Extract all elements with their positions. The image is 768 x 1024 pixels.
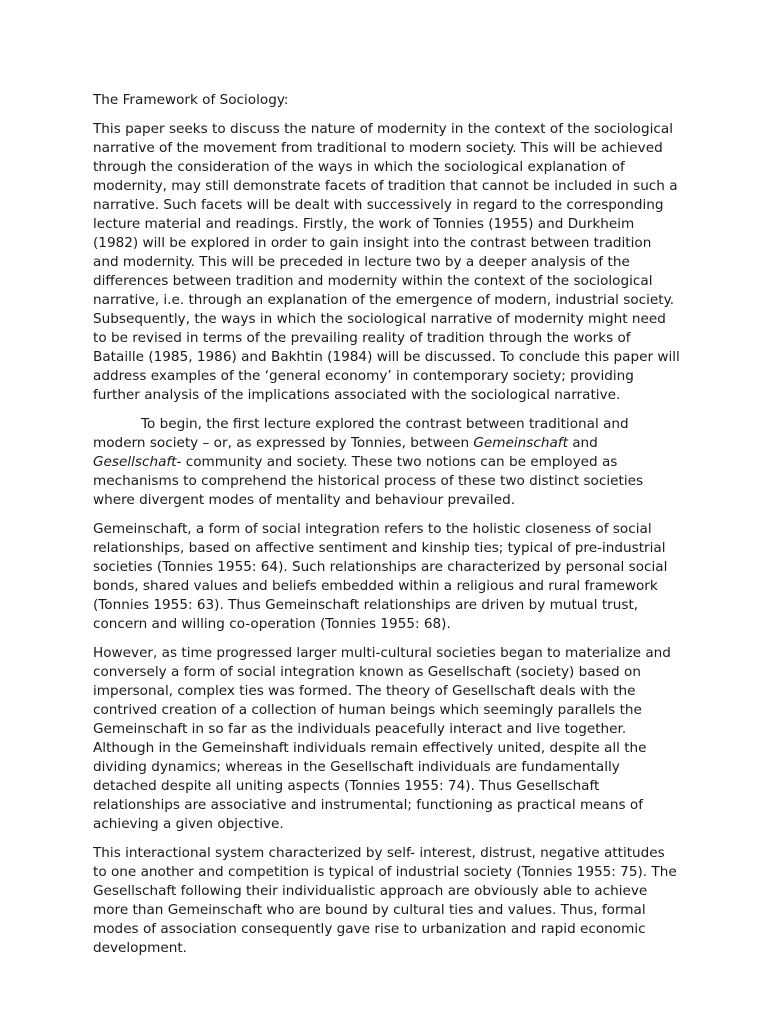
paragraph-gesellschaft: However, as time progressed larger multi-cultural societies began to materialize and conversely a form of social integration known as Gesellschaft (society) based on impersonal, complex ties was formed. The theory of Gesellschaft deals with the contrived creation of a collection of human beings which seemingly parallels the Gemeinschaft in so far as the individuals peacefully interact and live together. Although in the Gemeinshaft individuals remain effectively united, despite all the dividing dynamics; whereas in the Gesellschaft individuals are fundamentally detached despite all uniting aspects (Tonnies 1955: 74). Thus Gesellschaft relationships are associative and instrumental; functioning as practical means of achieving a given objective. [93,645,671,832]
paragraph-gemeinschaft: Gemeinschaft, a form of social integration refers to the holistic closeness of social relationships, based on affective sentiment and kinship ties; typical of pre-industrial societies (Tonnies 1955: 64). Such relationships are characterized by personal social bonds, shared values and beliefs embedded within a religious and rural framework (Tonnies 1955: 63). Thus Gemeinschaft relationships are driven by mutual trust, concern and willing co-operation (Tonnies 1955: 68). [93,521,668,632]
term-gemeinschaft: Gemeinschaft [473,435,568,451]
paragraph-industrial-society: This interactional system characterized by self- interest, distrust, negative attitudes to one another and competition is typical of industrial society (Tonnies 1955: 75). The Gesellschaft following their individualistic approach are obviously able to achieve more than Gemeinschaft who are bound by cultural ties and values. Thus, formal modes of association consequently gave rise to urbanization and rapid economic development. [93,845,677,956]
term-gesellschaft: Gesellschaft- [93,454,182,470]
paragraph-text: community and society. These two notions can be employed as mechanisms to comprehend the historical process of these two distinct societies where divergent modes of mentality and behaviour prevailed. [93,454,644,508]
paragraph-text: To begin, the first lecture explored the contrast between traditional and modern society – or, as expressed by Tonnies, between [93,416,629,451]
paragraph-introduction: This paper seeks to discuss the nature of modernity in the context of the sociological narrative of the movement from traditional to modern society. This will be achieved through the consideration of the ways in which the sociological explanation of modernity, may still demonstrate facets of tradition that cannot be included in such a narrative. Such facets will be dealt with successively in regard to the corresponding lecture material and readings. Firstly, the work of Tonnies (1955) and Durkheim (1982) will be explored in order to gain insight into the contrast between tradition and modernity. This will be preceded in lecture two by a deeper analysis of the differences between tradition and modernity within the context of the sociological narrative, i.e. through an explanation of the emergence of modern, industrial society. Subsequently, the ways in which the sociological narrative of modernity might need to be revised in terms of the prevailing reality of tradition through the works of Bataille (1985, 1986) and Bakhtin (1984) will be discussed. To conclude this paper will address examples of the ‘general economy’ in contemporary society; providing further analysis of the implications associated with the sociological narrative. [93,121,680,403]
document-body [93,91,681,968]
paragraph-text: and [567,435,598,451]
paragraph-lecture-one [93,415,681,510]
document-title: The Framework of Sociology: [93,92,289,108]
